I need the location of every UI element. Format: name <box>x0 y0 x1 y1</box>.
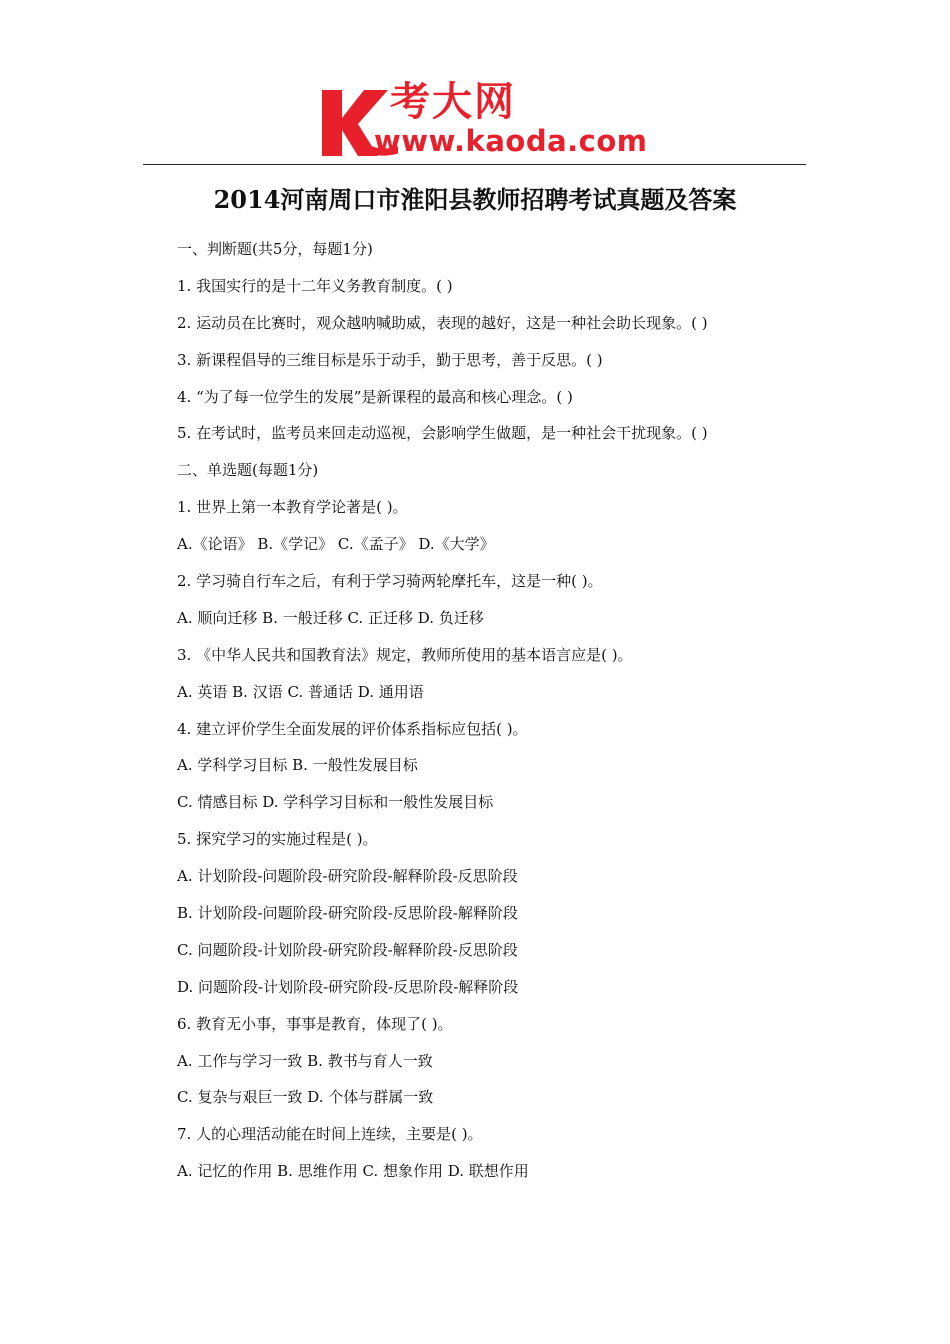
question-line: 3. 新课程倡导的三维目标是乐于动手，勤于思考，善于反思。( ) <box>177 350 603 369</box>
question-line: 2. 学习骑自行车之后，有利于学习骑两轮摩托车，这是一种( )。 <box>177 572 603 591</box>
option-line: A.《论语》 B.《学记》 C.《孟子》 D.《大学》 <box>177 535 495 554</box>
question-line: 2. 运动员在比赛时，观众越呐喊助威，表现的越好，这是一种社会助长现象。( ) <box>177 313 708 332</box>
option-line: A. 工作与学习一致 B. 教书与育人一致 <box>177 1051 433 1070</box>
header-divider <box>143 164 806 165</box>
question-line: 4. “为了每一位学生的发展”是新课程的最高和核心理念。( ) <box>177 387 573 406</box>
kaoda-logo <box>312 78 652 164</box>
question-line: 7. 人的心理活动能在时间上连续，主要是( )。 <box>177 1125 483 1144</box>
question-line: 5. 探究学习的实施过程是( )。 <box>177 830 378 849</box>
option-line: A. 英语 B. 汉语 C. 普通话 D. 通用语 <box>177 682 424 701</box>
logo-url-text: www.kaoda.com <box>374 124 648 158</box>
document-body <box>177 235 817 1194</box>
option-line: C. 情感目标 D. 学科学习目标和一般性发展目标 <box>177 793 494 812</box>
option-line: A. 记忆的作用 B. 思维作用 C. 想象作用 D. 联想作用 <box>177 1162 529 1181</box>
option-line: C. 问题阶段-计划阶段-研究阶段-解释阶段-反思阶段 <box>177 940 518 959</box>
question-line: 5. 在考试时，监考员来回走动巡视，会影响学生做题，是一种社会干扰现象。( ) <box>177 424 708 443</box>
logo-brand-text: 考大网 <box>390 79 516 125</box>
section-heading: 一、判断题(共5分，每题1分) <box>177 240 373 258</box>
document-title: 2014河南周口市淮阳县教师招聘考试真题及答案 <box>213 185 737 214</box>
option-line: A. 顺向迁移 B. 一般迁移 C. 正迁移 D. 负迁移 <box>177 608 484 627</box>
question-line: 1. 我国实行的是十二年义务教育制度。( ) <box>177 276 453 295</box>
option-line: B. 计划阶段-问题阶段-研究阶段-反思阶段-解释阶段 <box>177 904 518 923</box>
option-line: D. 问题阶段-计划阶段-研究阶段-反思阶段-解释阶段 <box>177 977 519 996</box>
question-line: 6. 教育无小事，事事是教育，体现了( )。 <box>177 1014 453 1033</box>
option-line: A. 学科学习目标 B. 一般性发展目标 <box>177 756 418 775</box>
option-line: C. 复杂与艰巨一致 D. 个体与群属一致 <box>177 1088 434 1107</box>
option-line: A. 计划阶段-问题阶段-研究阶段-解释阶段-反思阶段 <box>177 867 518 886</box>
question-line: 4. 建立评价学生全面发展的评价体系指标应包括( )。 <box>177 719 528 738</box>
section-heading: 二、单选题(每题1分) <box>177 461 319 480</box>
question-line: 3. 《中华人民共和国教育法》规定，教师所使用的基本语言应是( )。 <box>177 645 633 664</box>
question-line: 1. 世界上第一本教育学论著是( )。 <box>177 498 408 517</box>
